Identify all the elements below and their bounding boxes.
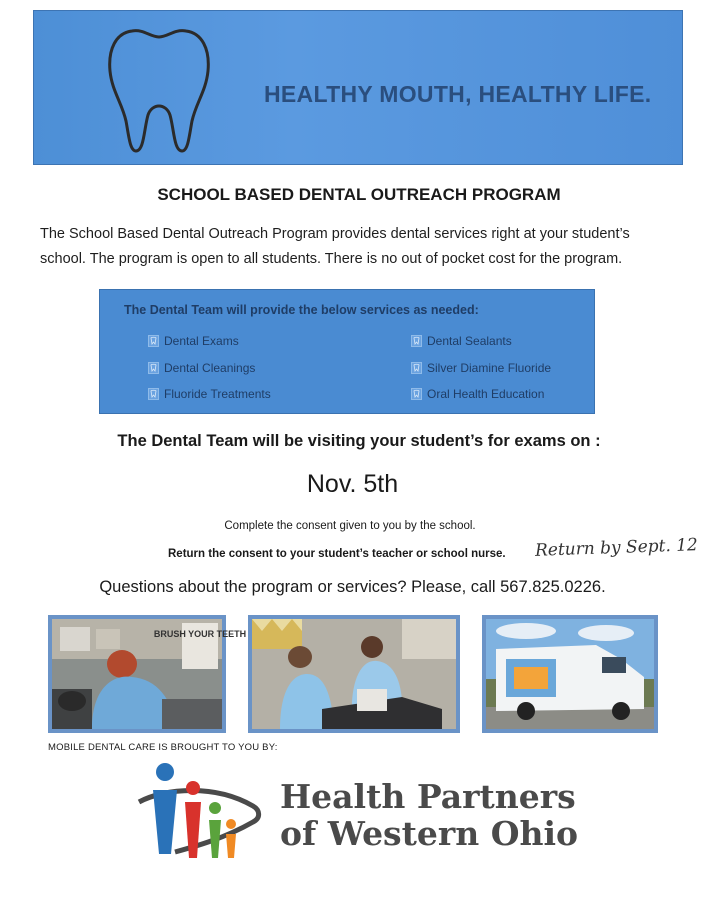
handwritten-note: Return by Sept. 12 bbox=[534, 535, 699, 561]
service-label: Oral Health Education bbox=[427, 387, 545, 401]
intro-line: school. The program is open to all students. There is no out of pocket cost for the program. bbox=[40, 251, 623, 267]
service-label: Fluoride Treatments bbox=[164, 387, 271, 401]
photo-mobile-van-image bbox=[486, 619, 654, 729]
provider-label: MOBILE DENTAL CARE IS BROUGHT TO YOU BY: bbox=[48, 742, 278, 753]
photo-dental-exam-image bbox=[52, 619, 247, 729]
service-label: Dental Exams bbox=[164, 334, 239, 348]
tooth-bullet-icon bbox=[148, 335, 159, 347]
tooth-bullet-icon bbox=[148, 388, 159, 400]
photo-dental-cleaning bbox=[248, 615, 460, 733]
provider-name-line: Health Partners bbox=[280, 777, 576, 816]
service-item bbox=[411, 334, 512, 348]
tooth-bullet-icon bbox=[148, 362, 159, 374]
program-title: SCHOOL BASED DENTAL OUTREACH PROGRAM bbox=[157, 185, 561, 204]
service-item bbox=[148, 334, 239, 348]
tooth-bullet-icon bbox=[411, 335, 422, 347]
visit-date: Nov. 5th bbox=[306, 470, 399, 498]
photo-dental-cleaning-image bbox=[252, 619, 456, 729]
photo-mobile-van bbox=[482, 615, 658, 733]
photo-dental-exam bbox=[48, 615, 247, 733]
tooth-bullet-icon bbox=[411, 362, 422, 374]
tooth-bullet-icon bbox=[411, 388, 422, 400]
intro-paragraph bbox=[40, 222, 690, 272]
provider-name bbox=[280, 778, 578, 852]
service-label: Dental Cleanings bbox=[164, 361, 256, 375]
banner-title: HEALTHY MOUTH, HEALTHY LIFE. bbox=[264, 81, 652, 107]
service-item bbox=[148, 387, 271, 401]
service-label: Dental Sealants bbox=[427, 334, 512, 348]
health-partners-logo-icon bbox=[135, 762, 265, 862]
poster-text: BRUSH YOUR TEETH bbox=[153, 629, 247, 639]
service-item bbox=[148, 361, 255, 375]
service-item bbox=[411, 387, 544, 401]
intro-line: The School Based Dental Outreach Program provides dental services right at your student’s bbox=[40, 226, 630, 242]
header-banner bbox=[33, 10, 683, 165]
service-label: Silver Diamine Fluoride bbox=[427, 361, 552, 375]
questions-line: Questions about the program or services? Please, call 567.825.0226. bbox=[99, 578, 606, 596]
tooth-icon bbox=[104, 19, 214, 157]
provider-name-line: of Western Ohio bbox=[280, 814, 579, 853]
consent-instruction: Complete the consent given to you by the school. bbox=[224, 520, 476, 532]
services-heading: The Dental Team will provide the below services as needed: bbox=[124, 303, 479, 317]
services-box bbox=[99, 289, 595, 414]
visit-announcement: The Dental Team will be visiting your student’s for exams on : bbox=[117, 432, 601, 450]
service-item bbox=[411, 361, 551, 375]
consent-return: Return the consent to your student’s teacher or school nurse. bbox=[168, 548, 506, 560]
